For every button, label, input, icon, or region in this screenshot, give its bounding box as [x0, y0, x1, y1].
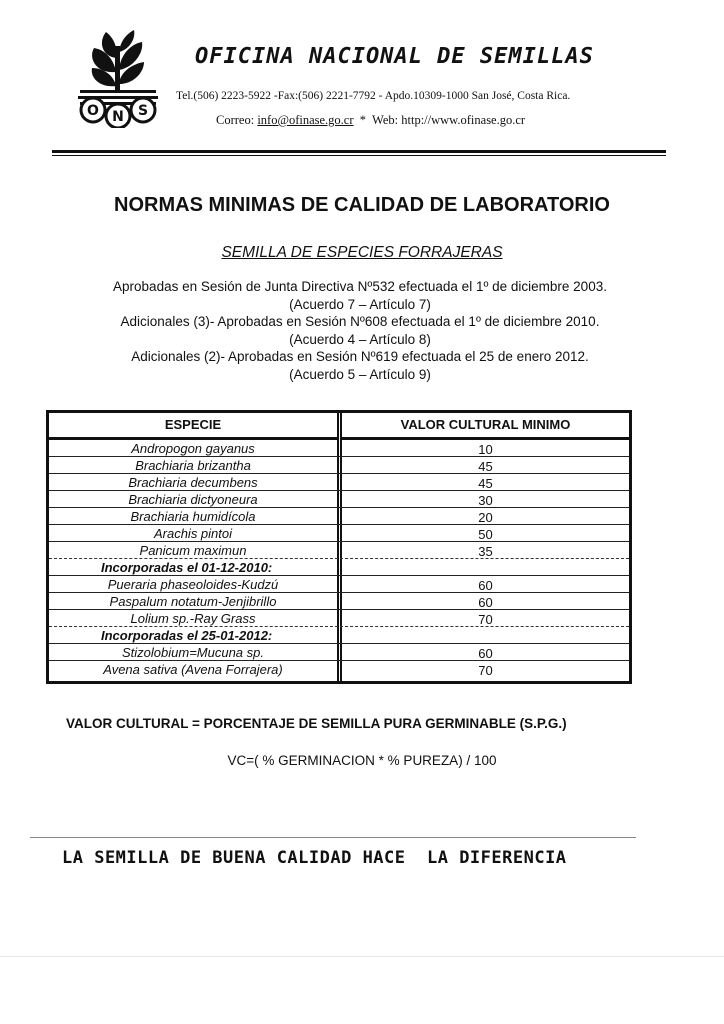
value-cell: 60	[478, 595, 493, 610]
org-name: OFICINA NACIONAL DE SEMILLAS	[195, 44, 594, 69]
header-rule-thin	[52, 155, 666, 156]
approval-line: (Acuerdo 7 – Artículo 7)	[289, 296, 431, 312]
logo-letter-n: N	[112, 109, 124, 125]
species-cell: Brachiaria brizantha	[135, 458, 251, 473]
document-subtitle: SEMILLA DE ESPECIES FORRAJERAS	[221, 244, 503, 261]
species-cell: Arachis pintoi	[153, 526, 233, 541]
value-cell: 45	[478, 459, 493, 474]
value-cell: 60	[478, 578, 493, 593]
table-row	[49, 508, 629, 525]
species-cell: Brachiaria decumbens	[128, 475, 258, 490]
table-row	[49, 440, 629, 457]
value-cell: 35	[478, 544, 493, 559]
valor-cultural-formula: VC=( % GERMINACION * % PUREZA) / 100	[227, 753, 497, 768]
logo-letter-s: S	[137, 103, 149, 119]
approvals-block	[40, 278, 680, 384]
quality-table	[46, 410, 632, 684]
section-row	[49, 559, 629, 576]
value-cell: 60	[478, 646, 493, 661]
table-row	[49, 474, 629, 491]
header-especie: ESPECIE	[49, 413, 337, 440]
email-line	[216, 113, 525, 128]
header-valor-cultural: VALOR CULTURAL MINIMO	[342, 413, 629, 440]
table-row	[49, 457, 629, 474]
value-cell: 30	[478, 493, 493, 508]
email-link[interactable]: info@ofinase.go.cr	[257, 113, 354, 127]
value-cell: 20	[478, 510, 493, 525]
table-row	[49, 593, 629, 610]
species-cell: Panicum maximun	[139, 543, 247, 558]
page-edge	[0, 956, 724, 957]
contact-line: Tel.(506) 2223-5922 -Fax:(506) 2221-7792 - Apdo.10309-1000 San José, Costa Rica.	[176, 90, 571, 102]
web-label: * Web:	[353, 113, 402, 127]
value-cell: 50	[478, 527, 493, 542]
table-row	[49, 576, 629, 593]
table-row	[49, 542, 629, 559]
section-label-2010: Incorporadas el 01-12-2010:	[101, 560, 273, 575]
species-cell: Andropogon gayanus	[131, 441, 255, 456]
email-label: Correo:	[216, 113, 258, 127]
table-row	[49, 661, 629, 678]
valor-cultural-definition: VALOR CULTURAL = PORCENTAJE DE SEMILLA PURA GERMINABLE (S.P.G.)	[66, 716, 567, 731]
approval-line: (Acuerdo 4 – Artículo 8)	[289, 331, 431, 347]
species-cell: Avena sativa (Avena Forrajera)	[103, 662, 283, 677]
section-label-2012: Incorporadas el 25-01-2012:	[101, 628, 273, 643]
web-link[interactable]: http://www.ofinase.go.cr	[401, 113, 526, 127]
table-row	[49, 610, 629, 627]
document-title: NORMAS MINIMAS DE CALIDAD DE LABORATORIO	[114, 194, 610, 216]
approval-line: Adicionales (2)- Aprobadas en Sesión Nº619 efectuada el 25 de enero 2012.	[131, 349, 589, 365]
species-cell: Lolium sp.-Ray Grass	[130, 611, 256, 626]
species-cell: Pueraria phaseoloides-Kudzú	[107, 577, 279, 592]
species-cell: Stizolobium=Mucuna sp.	[122, 645, 264, 660]
species-cell: Paspalum notatum-Jenjibrillo	[109, 594, 277, 609]
footer-rule	[30, 837, 636, 838]
species-cell: Brachiaria dictyoneura	[128, 492, 258, 507]
value-cell: 10	[478, 442, 493, 457]
approval-line: (Acuerdo 5 – Artículo 9)	[289, 366, 431, 382]
section-row	[49, 627, 629, 644]
value-cell: 70	[478, 663, 493, 678]
value-cell: 70	[478, 612, 493, 627]
approval-line: Aprobadas en Sesión de Junta Directiva Nº532 efectuada el 1º de diciembre 2003.	[113, 279, 607, 294]
table-row	[49, 525, 629, 542]
ons-logo	[76, 28, 160, 128]
slogan: LA SEMILLA DE BUENA CALIDAD HACE LA DIFERENCIA	[62, 848, 567, 868]
table-row	[49, 491, 629, 508]
logo-letter-o: O	[87, 103, 99, 119]
header-rule-thick	[52, 150, 666, 153]
value-cell: 45	[478, 476, 493, 491]
approval-line: Adicionales (3)- Aprobadas en Sesión Nº608 efectuada el 1º de diciembre 2010.	[120, 314, 600, 330]
species-cell: Brachiaria humidícola	[130, 509, 256, 524]
table-row	[49, 644, 629, 661]
